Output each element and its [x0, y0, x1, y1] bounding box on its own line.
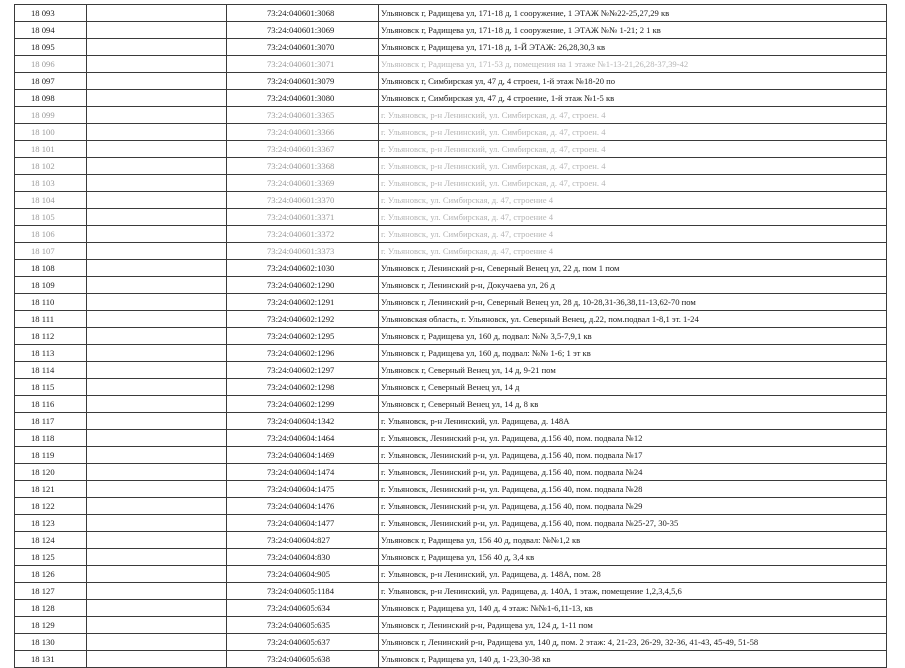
row-number-cell: 18 115	[15, 379, 87, 396]
address-cell: Ульяновск г, Ленинский р-н, Радищева ул, 124 д, 1-11 пом	[379, 617, 887, 634]
row-number-cell: 18 094	[15, 22, 87, 39]
table-row	[15, 209, 887, 226]
cadastral-number-cell: 73:24:040601:3371	[227, 209, 379, 226]
address-cell: Ульяновск г, Радищева ул, 171-53 д, помещения на 1 этаже №1-13-21,26,28-37,39-42	[379, 56, 887, 73]
address-cell: Ульяновск г, Ленинский р-н, Докучаева ул, 26 д	[379, 277, 887, 294]
table-row	[15, 447, 887, 464]
address-cell: Ульяновск г, Радищева ул, 171-18 д, 1 сооружение, 1 ЭТАЖ №№ 1-21; 2 1 кв	[379, 22, 887, 39]
empty-cell	[87, 73, 227, 90]
row-number-cell: 18 130	[15, 634, 87, 651]
table-row	[15, 192, 887, 209]
cadastral-number-cell: 73:24:040604:1342	[227, 413, 379, 430]
empty-cell	[87, 634, 227, 651]
table-row	[15, 583, 887, 600]
row-number-cell: 18 113	[15, 345, 87, 362]
address-cell: Ульяновск г, Радищева ул, 140 д, 1-23,30-38 кв	[379, 651, 887, 668]
empty-cell	[87, 260, 227, 277]
cadastral-number-cell: 73:24:040602:1290	[227, 277, 379, 294]
empty-cell	[87, 430, 227, 447]
row-number-cell: 18 123	[15, 515, 87, 532]
table-row	[15, 56, 887, 73]
row-number-cell: 18 095	[15, 39, 87, 56]
address-cell: г. Ульяновск, Ленинский р-н, ул. Радищева, д.156 40, пом. подвала №29	[379, 498, 887, 515]
cadastral-number-cell: 73:24:040601:3071	[227, 56, 379, 73]
empty-cell	[87, 141, 227, 158]
row-number-cell: 18 125	[15, 549, 87, 566]
table-row	[15, 345, 887, 362]
address-cell: г. Ульяновск, Ленинский р-н, ул. Радищева, д.156 40, пом. подвала №24	[379, 464, 887, 481]
row-number-cell: 18 101	[15, 141, 87, 158]
cadastral-number-cell: 73:24:040605:638	[227, 651, 379, 668]
row-number-cell: 18 103	[15, 175, 87, 192]
empty-cell	[87, 549, 227, 566]
row-number-cell: 18 112	[15, 328, 87, 345]
table-row	[15, 5, 887, 22]
table-row	[15, 226, 887, 243]
address-cell: Ульяновск г, Ленинский р-н, Радищева ул, 140 д, пом. 2 этаж: 4, 21-23, 26-29, 32-36, 41-43, 45-49, 51-58	[379, 634, 887, 651]
table-row	[15, 532, 887, 549]
empty-cell	[87, 39, 227, 56]
cadastral-number-cell: 73:24:040602:1295	[227, 328, 379, 345]
row-number-cell: 18 127	[15, 583, 87, 600]
table-row	[15, 260, 887, 277]
row-number-cell: 18 096	[15, 56, 87, 73]
table-row	[15, 515, 887, 532]
address-cell: г. Ульяновск, р-н Ленинский, ул. Симбирская, д. 47, строен. 4	[379, 141, 887, 158]
row-number-cell: 18 100	[15, 124, 87, 141]
table-row	[15, 549, 887, 566]
cadastral-number-cell: 73:24:040604:1477	[227, 515, 379, 532]
empty-cell	[87, 566, 227, 583]
cadastral-number-cell: 73:24:040601:3080	[227, 90, 379, 107]
cadastral-number-cell: 73:24:040604:1474	[227, 464, 379, 481]
table-row	[15, 311, 887, 328]
cadastral-number-cell: 73:24:040604:830	[227, 549, 379, 566]
row-number-cell: 18 128	[15, 600, 87, 617]
table-row	[15, 464, 887, 481]
address-cell: Ульяновск г, Ленинский р-н, Северный Венец ул, 22 д, пом 1 пом	[379, 260, 887, 277]
table-row	[15, 39, 887, 56]
cadastral-number-cell: 73:24:040604:1464	[227, 430, 379, 447]
address-cell: Ульяновск г, Симбирская ул, 47 д, 4 строен, 1-й этаж №18-20 по	[379, 73, 887, 90]
cadastral-number-cell: 73:24:040602:1291	[227, 294, 379, 311]
table-row	[15, 107, 887, 124]
empty-cell	[87, 498, 227, 515]
address-cell: Ульяновск г, Радищева ул, 156 40 д, 3,4 кв	[379, 549, 887, 566]
address-cell: г. Ульяновск, р-н Ленинский, ул. Радищева, д. 148А	[379, 413, 887, 430]
cadastral-number-cell: 73:24:040601:3372	[227, 226, 379, 243]
cadastral-number-cell: 73:24:040604:827	[227, 532, 379, 549]
cadastral-number-cell: 73:24:040604:1476	[227, 498, 379, 515]
cadastral-number-cell: 73:24:040601:3070	[227, 39, 379, 56]
empty-cell	[87, 345, 227, 362]
row-number-cell: 18 126	[15, 566, 87, 583]
row-number-cell: 18 106	[15, 226, 87, 243]
empty-cell	[87, 617, 227, 634]
empty-cell	[87, 175, 227, 192]
table-row	[15, 396, 887, 413]
empty-cell	[87, 226, 227, 243]
cadastral-number-cell: 73:24:040602:1298	[227, 379, 379, 396]
table-row	[15, 498, 887, 515]
table-row	[15, 158, 887, 175]
cadastral-number-cell: 73:24:040605:634	[227, 600, 379, 617]
empty-cell	[87, 600, 227, 617]
row-number-cell: 18 102	[15, 158, 87, 175]
table-row	[15, 379, 887, 396]
table-row	[15, 73, 887, 90]
address-cell: г. Ульяновск, ул. Симбирская, д. 47, строение 4	[379, 192, 887, 209]
row-number-cell: 18 117	[15, 413, 87, 430]
address-cell: Ульяновск г, Радищева ул, 160 д, подвал: №№ 3,5-7,9,1 кв	[379, 328, 887, 345]
table-row	[15, 294, 887, 311]
empty-cell	[87, 328, 227, 345]
cadastral-number-cell: 73:24:040605:1184	[227, 583, 379, 600]
cadastral-number-cell: 73:24:040601:3068	[227, 5, 379, 22]
table-row	[15, 328, 887, 345]
row-number-cell: 18 107	[15, 243, 87, 260]
table-row	[15, 175, 887, 192]
table-row	[15, 481, 887, 498]
empty-cell	[87, 107, 227, 124]
cadastral-number-cell: 73:24:040604:1469	[227, 447, 379, 464]
row-number-cell: 18 105	[15, 209, 87, 226]
cadastral-number-cell: 73:24:040602:1292	[227, 311, 379, 328]
empty-cell	[87, 209, 227, 226]
table-row	[15, 90, 887, 107]
row-number-cell: 18 116	[15, 396, 87, 413]
empty-cell	[87, 158, 227, 175]
table-row	[15, 124, 887, 141]
address-cell: Ульяновск г, Радищева ул, 171-18 д, 1 сооружение, 1 ЭТАЖ №№22-25,27,29 кв	[379, 5, 887, 22]
address-cell: Ульяновск г, Радищева ул, 160 д, подвал: №№ 1-6; 1 эт кв	[379, 345, 887, 362]
table-row	[15, 430, 887, 447]
table-row	[15, 617, 887, 634]
address-cell: г. Ульяновск, ул. Симбирская, д. 47, строение 4	[379, 226, 887, 243]
address-cell: Ульяновск г, Радищева ул, 140 д, 4 этаж: №№1-6,11-13, кв	[379, 600, 887, 617]
row-number-cell: 18 119	[15, 447, 87, 464]
row-number-cell: 18 099	[15, 107, 87, 124]
empty-cell	[87, 90, 227, 107]
table-row	[15, 362, 887, 379]
empty-cell	[87, 22, 227, 39]
address-cell: г. Ульяновск, Ленинский р-н, ул. Радищева, д.156 40, пом. подвала №12	[379, 430, 887, 447]
cadastral-number-cell: 73:24:040602:1297	[227, 362, 379, 379]
register-table-body	[15, 5, 887, 668]
row-number-cell: 18 121	[15, 481, 87, 498]
empty-cell	[87, 124, 227, 141]
address-cell: г. Ульяновск, ул. Симбирская, д. 47, строение 4	[379, 243, 887, 260]
empty-cell	[87, 5, 227, 22]
cadastral-number-cell: 73:24:040602:1299	[227, 396, 379, 413]
empty-cell	[87, 464, 227, 481]
table-row	[15, 566, 887, 583]
row-number-cell: 18 120	[15, 464, 87, 481]
address-cell: Ульяновск г, Радищева ул, 171-18 д, 1-Й ЭТАЖ: 26,28,30,3 кв	[379, 39, 887, 56]
address-cell: г. Ульяновск, р-н Ленинский, ул. Радищева, д. 140А, 1 этаж, помещение 1,2,3,4,5,6	[379, 583, 887, 600]
row-number-cell: 18 109	[15, 277, 87, 294]
address-cell: Ульяновск г, Северный Венец ул, 14 д, 9-21 пом	[379, 362, 887, 379]
row-number-cell: 18 098	[15, 90, 87, 107]
address-cell: Ульяновск г, Радищева ул, 156 40 д, подвал: №№1,2 кв	[379, 532, 887, 549]
address-cell: Ульяновск г, Симбирская ул, 47 д, 4 строение, 1-й этаж №1-5 кв	[379, 90, 887, 107]
cadastral-number-cell: 73:24:040602:1296	[227, 345, 379, 362]
empty-cell	[87, 413, 227, 430]
empty-cell	[87, 651, 227, 668]
row-number-cell: 18 110	[15, 294, 87, 311]
row-number-cell: 18 104	[15, 192, 87, 209]
row-number-cell: 18 093	[15, 5, 87, 22]
cadastral-number-cell: 73:24:040602:1030	[227, 260, 379, 277]
table-row	[15, 22, 887, 39]
row-number-cell: 18 118	[15, 430, 87, 447]
empty-cell	[87, 379, 227, 396]
address-cell: Ульяновск г, Северный Венец ул, 14 д	[379, 379, 887, 396]
row-number-cell: 18 111	[15, 311, 87, 328]
table-row	[15, 243, 887, 260]
empty-cell	[87, 583, 227, 600]
table-row	[15, 634, 887, 651]
empty-cell	[87, 362, 227, 379]
address-cell: г. Ульяновск, р-н Ленинский, ул. Симбирская, д. 47, строен. 4	[379, 175, 887, 192]
address-cell: г. Ульяновск, Ленинский р-н, ул. Радищева, д.156 40, пом. подвала №28	[379, 481, 887, 498]
empty-cell	[87, 481, 227, 498]
row-number-cell: 18 124	[15, 532, 87, 549]
table-row	[15, 600, 887, 617]
cadastral-register-table	[14, 4, 887, 668]
cadastral-number-cell: 73:24:040601:3368	[227, 158, 379, 175]
table-row	[15, 651, 887, 668]
address-cell: г. Ульяновск, р-н Ленинский, ул. Симбирская, д. 47, строен. 4	[379, 158, 887, 175]
empty-cell	[87, 311, 227, 328]
address-cell: Ульяновск г, Северный Венец ул, 14 д, 8 кв	[379, 396, 887, 413]
cadastral-number-cell: 73:24:040605:637	[227, 634, 379, 651]
cadastral-number-cell: 73:24:040601:3366	[227, 124, 379, 141]
table-row	[15, 141, 887, 158]
cadastral-number-cell: 73:24:040601:3373	[227, 243, 379, 260]
empty-cell	[87, 277, 227, 294]
empty-cell	[87, 447, 227, 464]
table-row	[15, 413, 887, 430]
row-number-cell: 18 097	[15, 73, 87, 90]
cadastral-number-cell: 73:24:040604:1475	[227, 481, 379, 498]
address-cell: Ульяновская область, г. Ульяновск, ул. Северный Венец, д.22, пом.подвал 1-8,1 эт. 1-24	[379, 311, 887, 328]
empty-cell	[87, 294, 227, 311]
cadastral-number-cell: 73:24:040605:635	[227, 617, 379, 634]
empty-cell	[87, 515, 227, 532]
cadastral-number-cell: 73:24:040601:3369	[227, 175, 379, 192]
row-number-cell: 18 122	[15, 498, 87, 515]
address-cell: Ульяновск г, Ленинский р-н, Северный Венец ул, 28 д, 10-28,31-36,38,11-13,62-70 пом	[379, 294, 887, 311]
cadastral-number-cell: 73:24:040601:3370	[227, 192, 379, 209]
empty-cell	[87, 192, 227, 209]
register-sheet	[14, 4, 886, 668]
empty-cell	[87, 532, 227, 549]
cadastral-number-cell: 73:24:040601:3367	[227, 141, 379, 158]
row-number-cell: 18 129	[15, 617, 87, 634]
cadastral-number-cell: 73:24:040604:905	[227, 566, 379, 583]
cadastral-number-cell: 73:24:040601:3069	[227, 22, 379, 39]
address-cell: г. Ульяновск, р-н Ленинский, ул. Радищева, д. 148А, пом. 28	[379, 566, 887, 583]
empty-cell	[87, 243, 227, 260]
row-number-cell: 18 114	[15, 362, 87, 379]
row-number-cell: 18 131	[15, 651, 87, 668]
cadastral-number-cell: 73:24:040601:3079	[227, 73, 379, 90]
empty-cell	[87, 396, 227, 413]
address-cell: г. Ульяновск, Ленинский р-н, ул. Радищева, д.156 40, пом. подвала №25-27, 30-35	[379, 515, 887, 532]
address-cell: г. Ульяновск, р-н Ленинский, ул. Симбирская, д. 47, строен. 4	[379, 107, 887, 124]
address-cell: г. Ульяновск, ул. Симбирская, д. 47, строение 4	[379, 209, 887, 226]
cadastral-number-cell: 73:24:040601:3365	[227, 107, 379, 124]
address-cell: г. Ульяновск, р-н Ленинский, ул. Симбирская, д. 47, строен. 4	[379, 124, 887, 141]
address-cell: г. Ульяновск, Ленинский р-н, ул. Радищева, д.156 40, пом. подвала №17	[379, 447, 887, 464]
table-row	[15, 277, 887, 294]
empty-cell	[87, 56, 227, 73]
row-number-cell: 18 108	[15, 260, 87, 277]
